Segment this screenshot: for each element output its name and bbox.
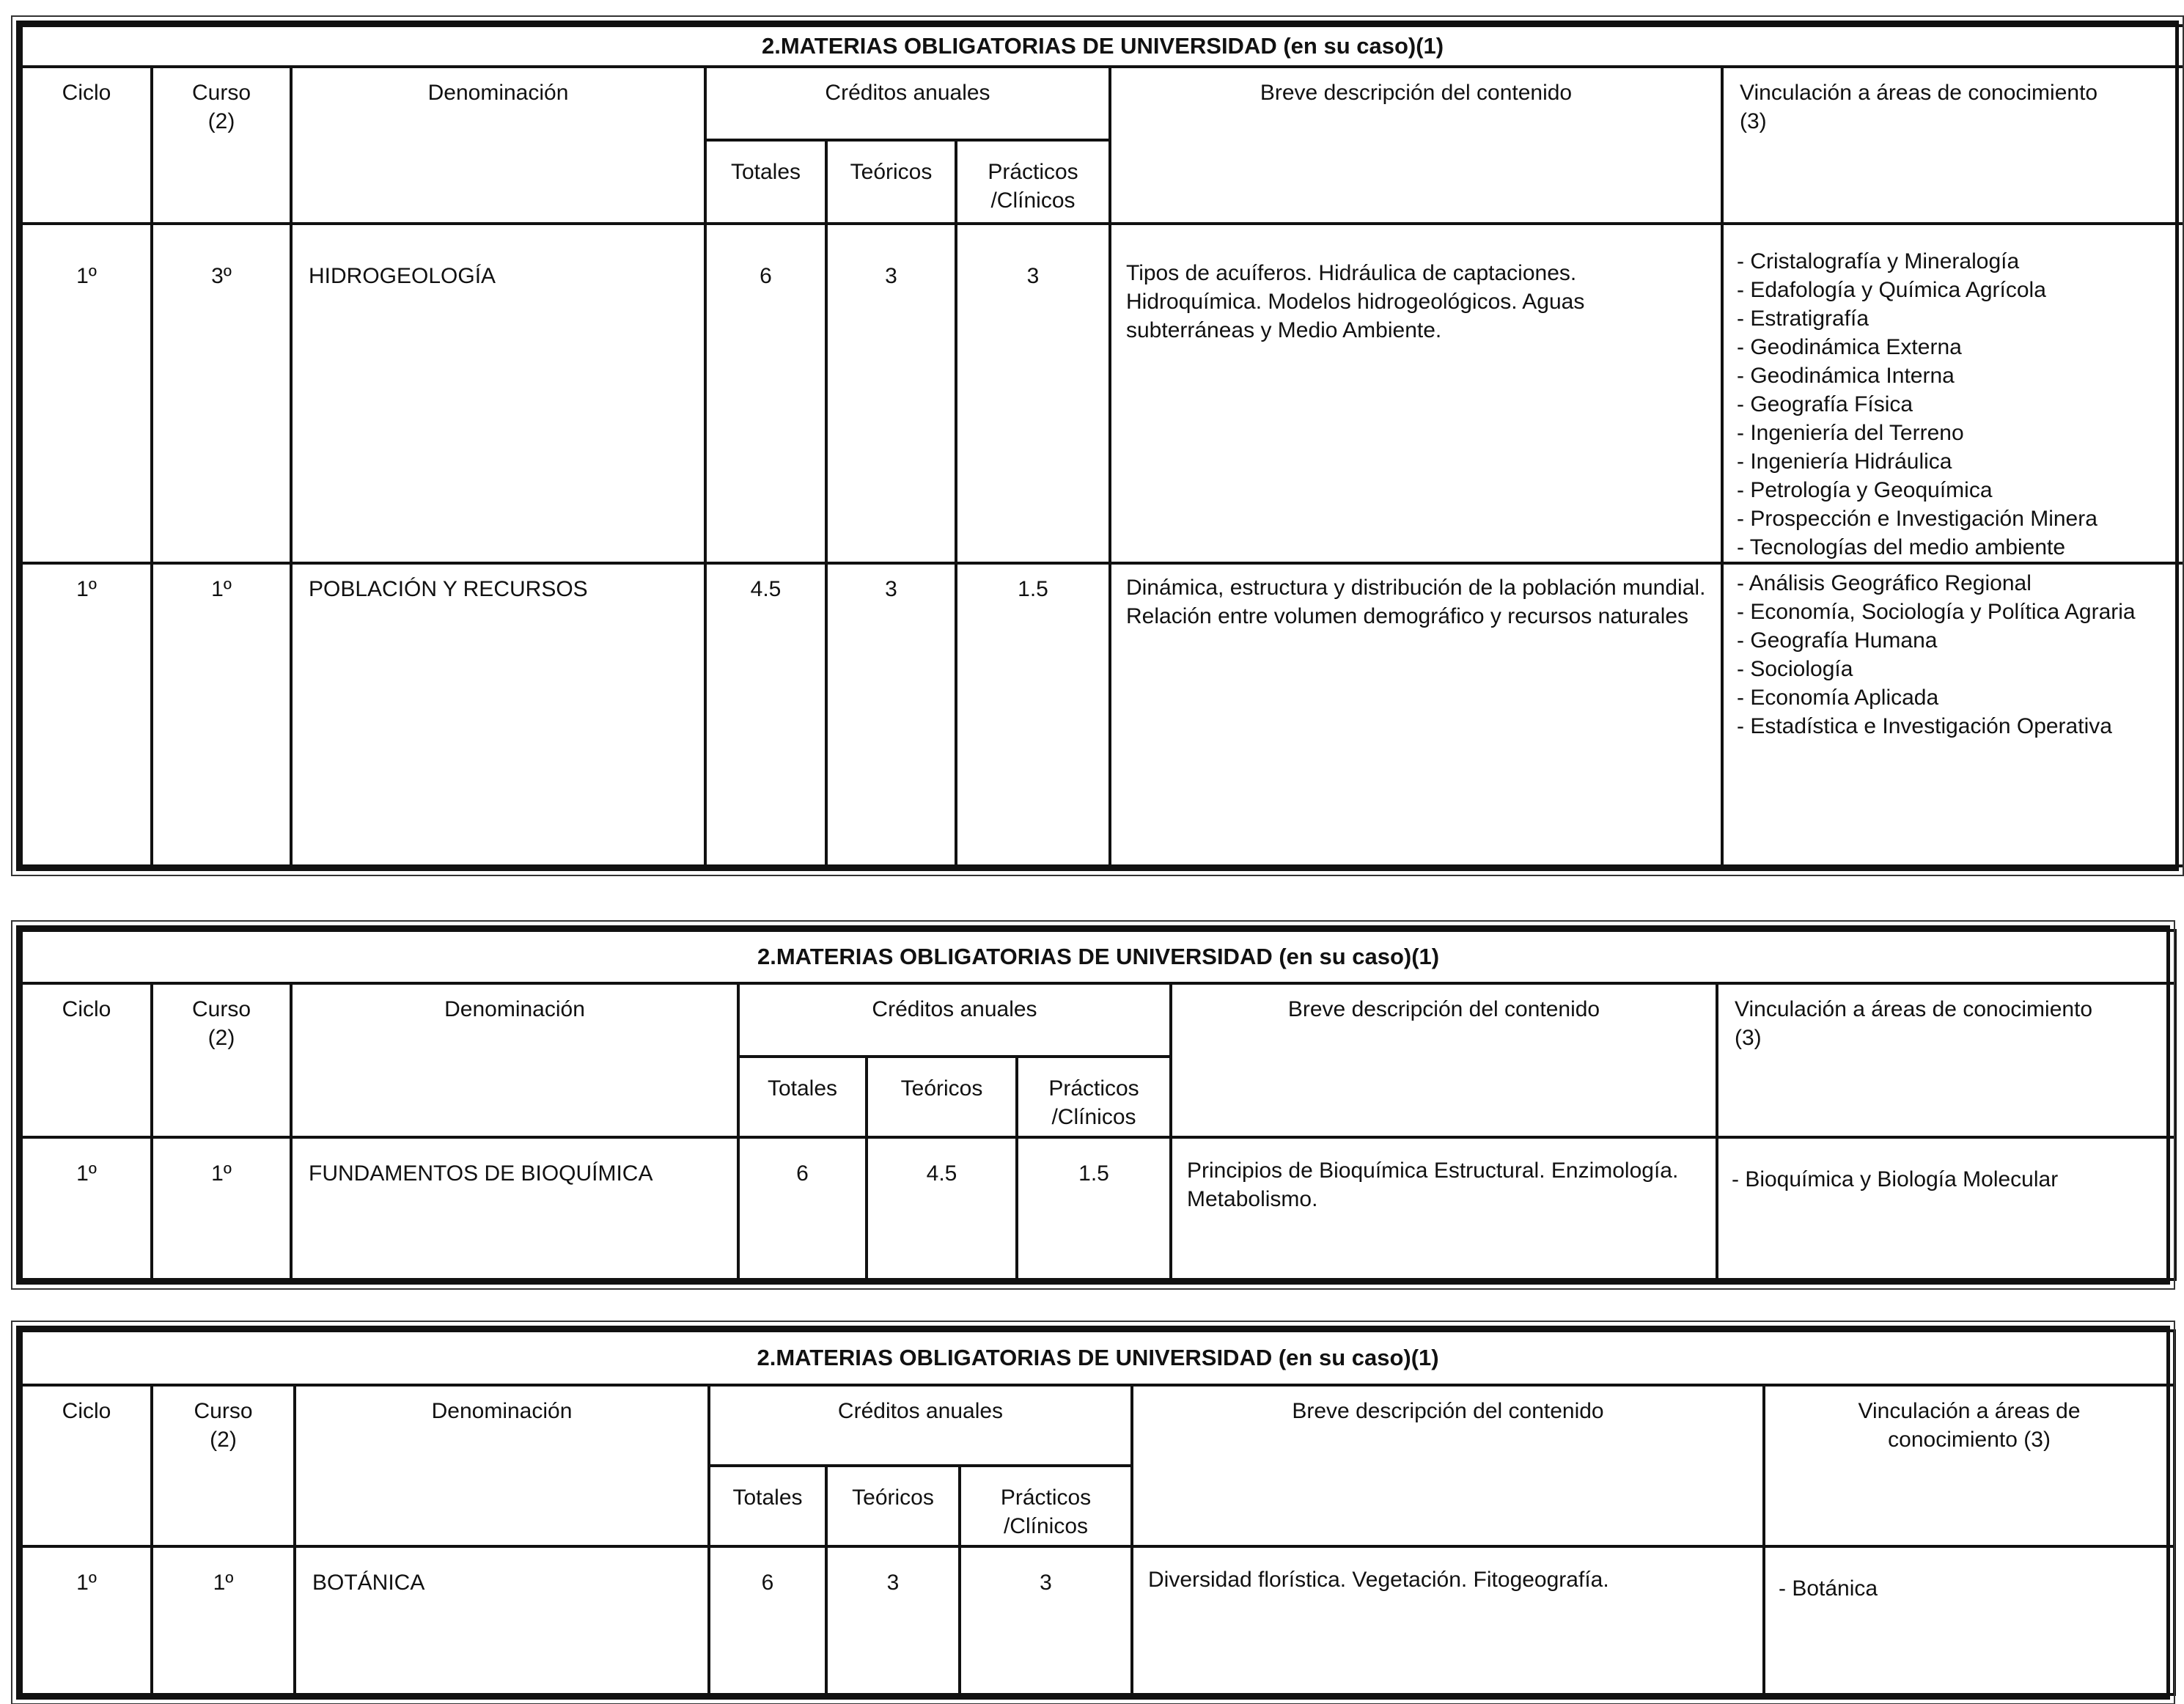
cell-teoricos: 4.5	[867, 1137, 1017, 1279]
col-curso-header	[152, 983, 291, 1137]
cell-areas	[1722, 563, 2184, 866]
col-curso-header	[152, 67, 291, 224]
col-curso-header	[152, 1385, 295, 1546]
col-descripcion-header: Breve descripción del contenido	[1132, 1385, 1764, 1546]
col-ciclo-header: Ciclo	[21, 1385, 152, 1546]
area-item: - Economía, Sociología y Política Agraria	[1737, 600, 2136, 624]
vinculacion-note: (3)	[1740, 109, 1767, 133]
vinculacion-label: Vinculación a áreas de conocimiento	[1740, 81, 2098, 105]
cell-denominacion: POBLACIÓN Y RECURSOS	[291, 563, 705, 866]
col-creditos-header: Créditos anuales	[738, 983, 1171, 1057]
col-totales-header: Totales	[705, 140, 826, 224]
area-item: - Geografía Física	[1737, 392, 1913, 416]
table-block-2	[16, 925, 2170, 1285]
area-item: - Prospección e Investigación Minera	[1737, 507, 2097, 531]
table-row	[21, 1137, 2175, 1279]
col-practicos-header	[956, 140, 1110, 224]
curso-label: Curso	[191, 81, 251, 105]
cell-practicos: 3	[960, 1546, 1132, 1694]
cell-ciclo: 1º	[21, 563, 152, 866]
practicos-label-2: /Clínicos	[1003, 1514, 1089, 1538]
cell-totales: 4.5	[705, 563, 826, 866]
area-item: - Cristalografía y Mineralogía	[1737, 249, 2020, 273]
col-denominacion-header: Denominación	[291, 67, 705, 224]
vinculacion-note: conocimiento (3)	[1888, 1428, 2051, 1452]
table-row	[21, 563, 2184, 866]
col-creditos-header: Créditos anuales	[705, 67, 1110, 140]
col-teoricos-header: Teóricos	[867, 1057, 1017, 1137]
curso-note: (2)	[207, 1026, 235, 1050]
cell-descripcion: Dinámica, estructura y distribución de la población mundial. Relación entre volumen demográfico y recursos naturales	[1110, 563, 1722, 866]
area-item: - Ingeniería del Terreno	[1737, 421, 1964, 445]
table-row	[21, 224, 2184, 563]
cell-totales: 6	[705, 224, 826, 563]
practicos-label-2: /Clínicos	[990, 188, 1076, 213]
col-vinculacion-header	[1717, 983, 2175, 1137]
table-title: 2.MATERIAS OBLIGATORIAS DE UNIVERSIDAD (en su caso)(1)	[21, 930, 2175, 983]
practicos-label-2: /Clínicos	[1051, 1105, 1136, 1129]
col-totales-header: Totales	[738, 1057, 867, 1137]
vinculacion-note: (3)	[1735, 1026, 1762, 1050]
cell-descripcion: Diversidad florística. Vegetación. Fitogeografía.	[1132, 1546, 1764, 1694]
area-item: - Bioquímica y Biología Molecular	[1732, 1167, 2059, 1191]
table-block-3	[16, 1326, 2170, 1700]
cell-practicos: 1.5	[956, 563, 1110, 866]
cell-curso: 1º	[152, 563, 291, 866]
practicos-label: Prácticos	[988, 160, 1078, 184]
practicos-label: Prácticos	[1000, 1486, 1092, 1510]
col-denominacion-header: Denominación	[291, 983, 738, 1137]
subjects-table-1	[20, 24, 2184, 867]
table-title: 2.MATERIAS OBLIGATORIAS DE UNIVERSIDAD (en su caso)(1)	[21, 26, 2184, 67]
col-practicos-header	[1017, 1057, 1171, 1137]
vinculacion-label: Vinculación a áreas de	[1858, 1399, 2081, 1423]
col-descripcion-header: Breve descripción del contenido	[1171, 983, 1717, 1137]
subjects-table-3	[20, 1329, 2176, 1696]
curso-label: Curso	[191, 997, 251, 1021]
area-item: - Tecnologías del medio ambiente	[1737, 535, 2066, 559]
cell-teoricos: 3	[826, 1546, 960, 1694]
col-ciclo-header: Ciclo	[21, 67, 152, 224]
cell-curso: 1º	[152, 1137, 291, 1279]
cell-areas	[1722, 224, 2184, 563]
cell-denominacion: BOTÁNICA	[295, 1546, 709, 1694]
cell-curso: 3º	[152, 224, 291, 563]
area-item: - Petrología y Geoquímica	[1737, 478, 1993, 502]
table-row	[21, 1546, 2174, 1694]
area-item: - Análisis Geográfico Regional	[1737, 571, 2032, 595]
table-title: 2.MATERIAS OBLIGATORIAS DE UNIVERSIDAD (en su caso)(1)	[21, 1331, 2174, 1385]
curso-label: Curso	[194, 1399, 253, 1423]
cell-areas	[1717, 1137, 2175, 1279]
area-item: - Sociología	[1737, 657, 1853, 681]
area-item: - Estadística e Investigación Operativa	[1737, 714, 2112, 738]
area-item: - Botánica	[1779, 1576, 1878, 1601]
col-totales-header: Totales	[709, 1466, 826, 1546]
col-denominacion-header: Denominación	[295, 1385, 709, 1546]
cell-denominacion: HIDROGEOLOGÍA	[291, 224, 705, 563]
cell-areas	[1764, 1546, 2174, 1694]
cell-denominacion: FUNDAMENTOS DE BIOQUÍMICA	[291, 1137, 738, 1279]
area-item: - Economía Aplicada	[1737, 686, 1939, 710]
curso-note: (2)	[207, 109, 235, 133]
cell-curso: 1º	[152, 1546, 295, 1694]
cell-descripcion: Tipos de acuíferos. Hidráulica de captaciones. Hidroquímica. Modelos hidrogeológicos. Aguas subterráneas y Medio Ambiente.	[1110, 224, 1722, 563]
vinculacion-label: Vinculación a áreas de conocimiento	[1735, 997, 2093, 1021]
col-ciclo-header: Ciclo	[21, 983, 152, 1137]
area-item: - Geodinámica Externa	[1737, 335, 1962, 359]
area-item: - Geografía Humana	[1737, 628, 1938, 653]
practicos-label: Prácticos	[1048, 1076, 1139, 1101]
cell-ciclo: 1º	[21, 1546, 152, 1694]
col-practicos-header	[960, 1466, 1132, 1546]
cell-descripcion: Principios de Bioquímica Estructural. Enzimología. Metabolismo.	[1171, 1137, 1717, 1279]
table-block-1	[16, 21, 2179, 871]
curso-note: (2)	[210, 1428, 237, 1452]
cell-ciclo: 1º	[21, 224, 152, 563]
area-item: - Edafología y Química Agrícola	[1737, 278, 2046, 302]
area-item: - Estratigrafía	[1737, 306, 1869, 331]
cell-totales: 6	[738, 1137, 867, 1279]
col-creditos-header: Créditos anuales	[709, 1385, 1132, 1466]
area-item: - Geodinámica Interna	[1737, 364, 1955, 388]
cell-teoricos: 3	[826, 224, 956, 563]
col-vinculacion-header	[1764, 1385, 2174, 1546]
cell-ciclo: 1º	[21, 1137, 152, 1279]
cell-practicos: 3	[956, 224, 1110, 563]
area-item: - Ingeniería Hidráulica	[1737, 449, 1952, 474]
col-descripcion-header: Breve descripción del contenido	[1110, 67, 1722, 224]
col-vinculacion-header	[1722, 67, 2184, 224]
subjects-table-2	[20, 929, 2177, 1281]
col-teoricos-header: Teóricos	[826, 140, 956, 224]
cell-teoricos: 3	[826, 563, 956, 866]
col-teoricos-header: Teóricos	[826, 1466, 960, 1546]
cell-practicos: 1.5	[1017, 1137, 1171, 1279]
cell-totales: 6	[709, 1546, 826, 1694]
